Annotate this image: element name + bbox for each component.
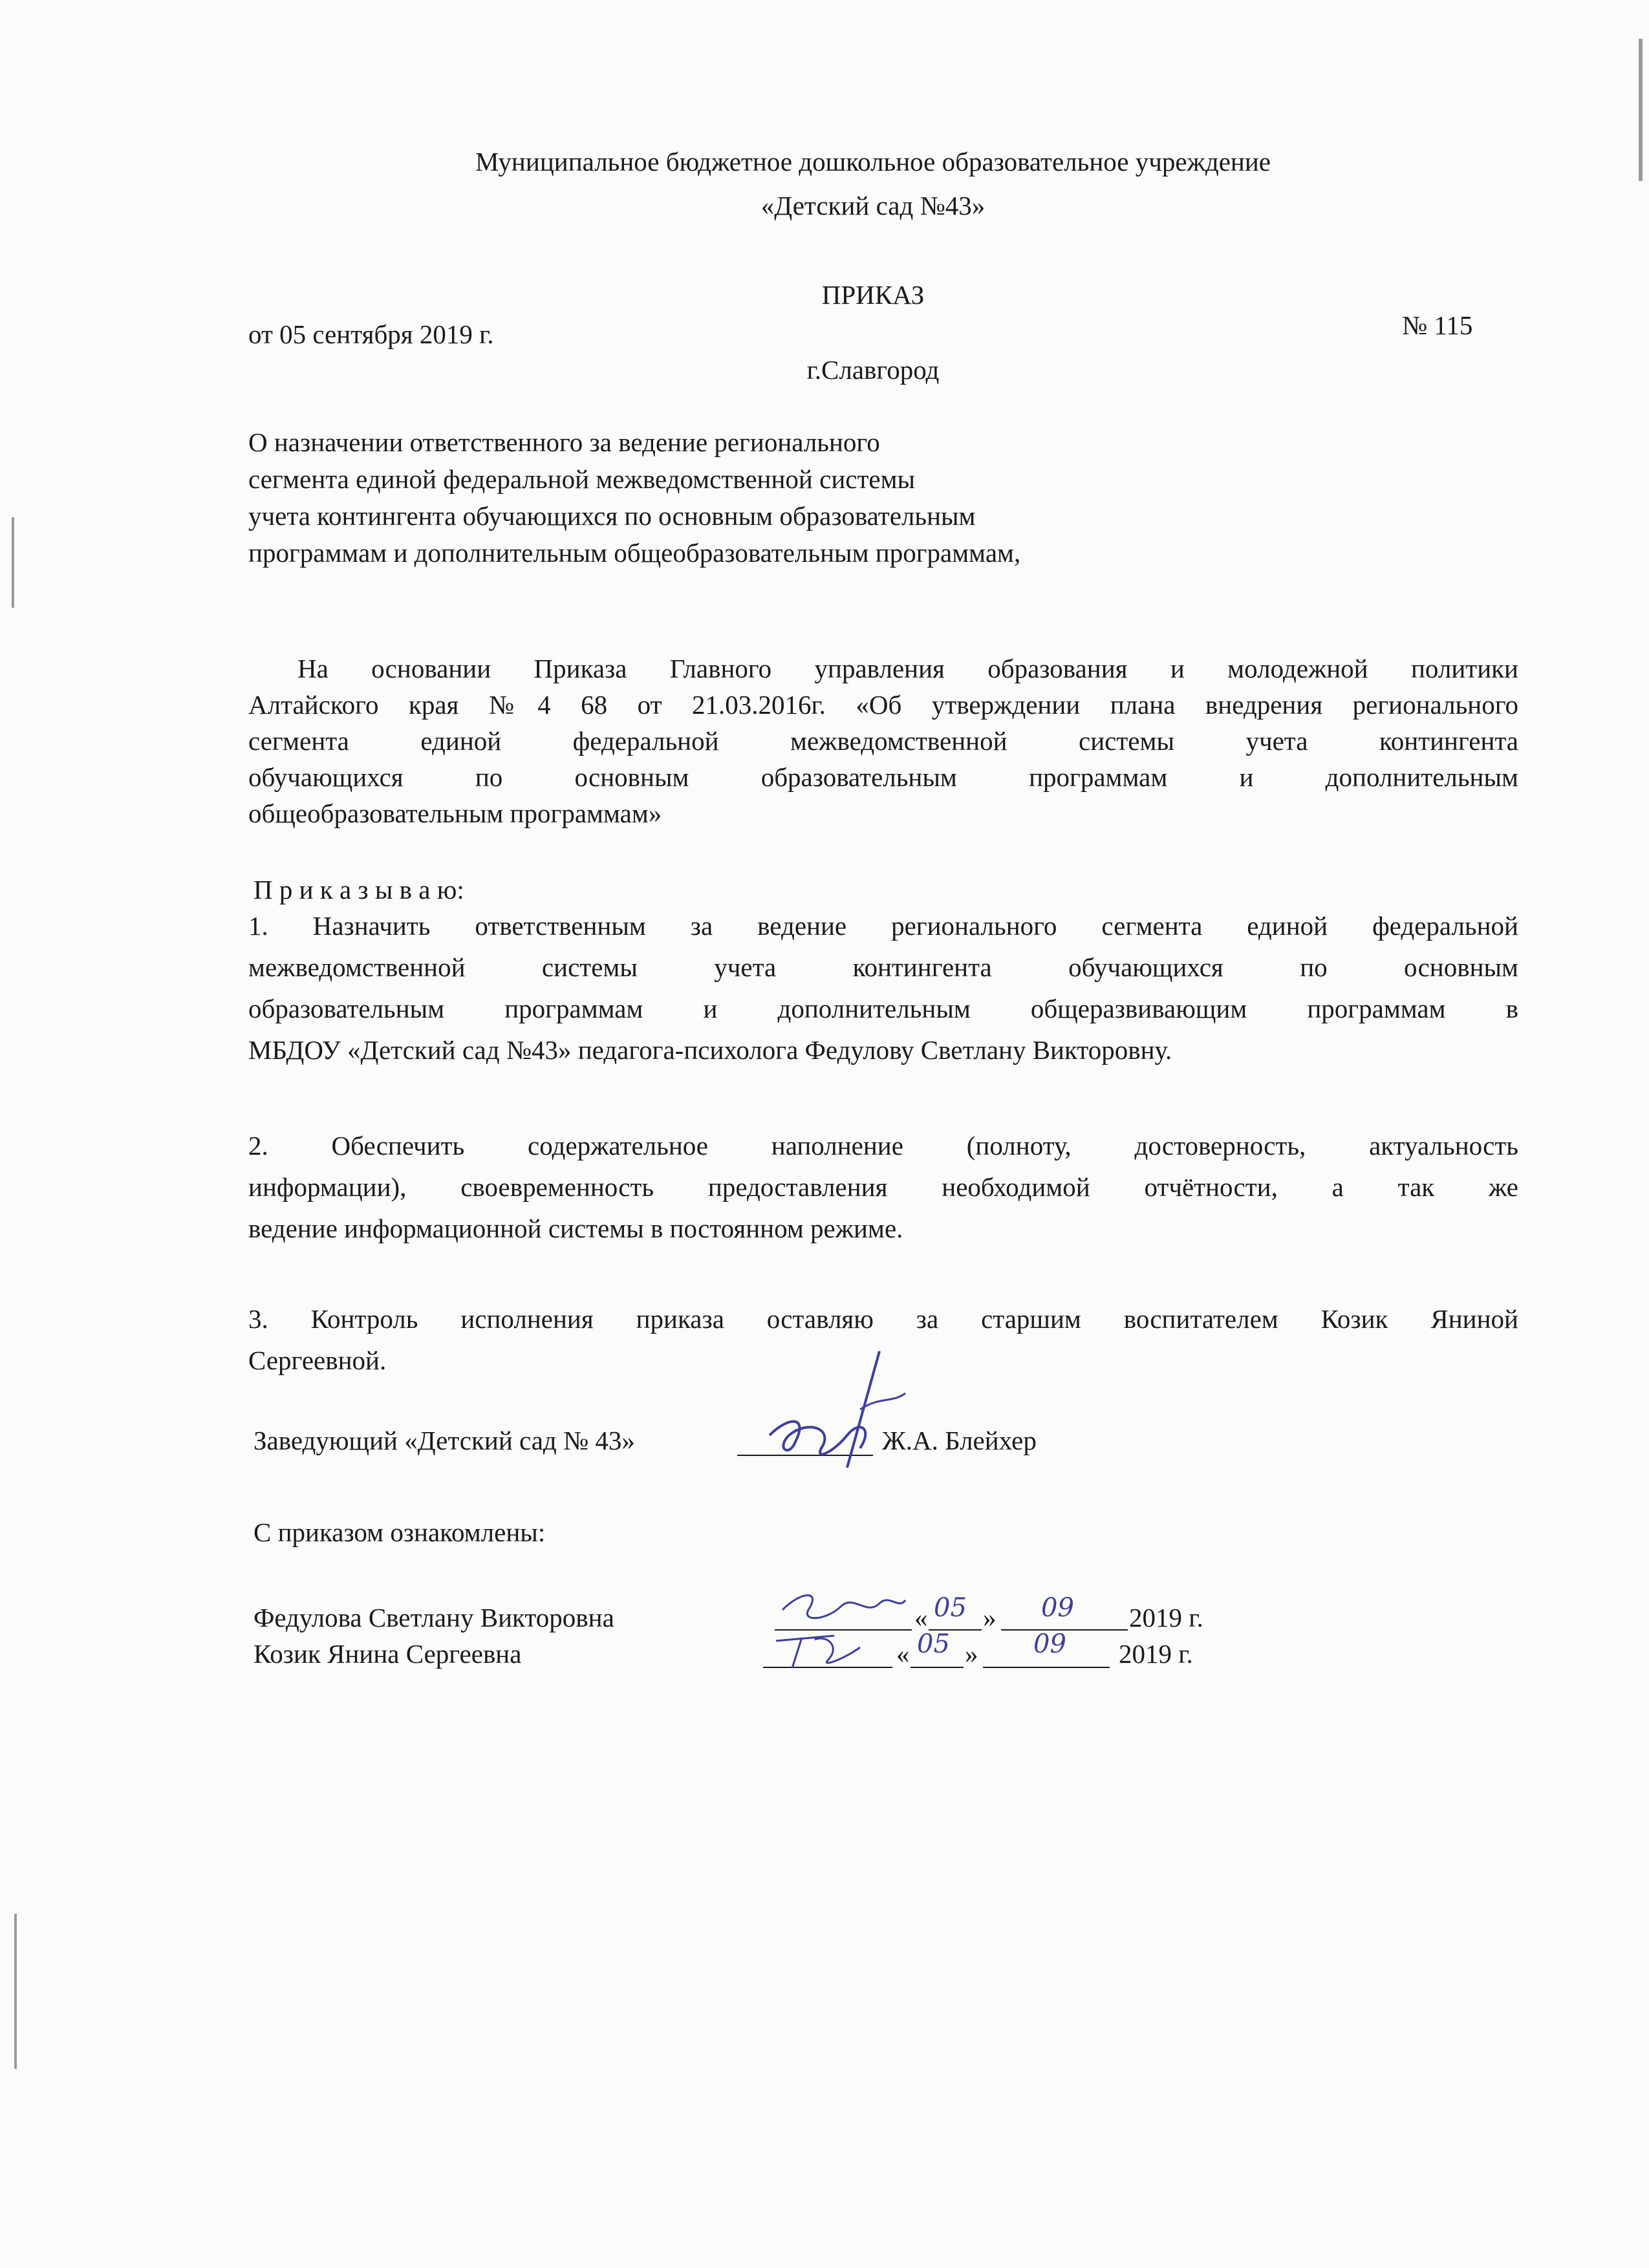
acquainted-heading: С приказом ознакомлены:	[253, 1517, 546, 1547]
scan-edge-mark	[1639, 39, 1643, 181]
order-word: П р и к а з ы в а ю:	[253, 875, 464, 904]
acquainted-name: Федулова Светлану Викторовна	[253, 1603, 614, 1632]
acquainted-day: 05	[934, 1593, 967, 1623]
signature-icon	[763, 1621, 892, 1673]
acquainted-name: Козик Янина Сергеевна	[253, 1639, 522, 1669]
org-name-line1: Муниципальное бюджетное дошкольное образовательное учреждение	[475, 147, 1271, 177]
order-item-3: 3. Контроль исполнения приказа оставляю за старшим воспитателем Козик Яниной Сергеевной.	[248, 1304, 1518, 1375]
acquainted-month: 09	[1033, 1629, 1066, 1659]
acquainted-year: 2019 г.	[1119, 1639, 1193, 1669]
signature-name: Ж.А. Блейхер	[882, 1426, 1037, 1455]
document-page: Муниципальное бюджетное дошкольное образовательное учреждение «Детский сад №43» ПРИКАЗ от 05 сентября 2019 г. № 115 г.Славгород О назначении ответственного за ведение регионального сегмента единой федеральной межведомственной системы учета контингента обучающихся по основным образовательным программам и дополнительным общеобразовательным программам, На основании Приказа Главного управления образования и молодежной политики Алтайского края №4 68 от 21.03.2016г. «Об утверждении плана внедрения регионального сегмента единой федеральной межведомственной системы учета контингента обучающихся по основным образовательным программам и дополнительным общеобразовательным программам» П р и к а з ы в а ю: 1. Назначить ответственным за ведение регионального сегмента единой федеральной межведомственной системы учета контингента обучающихся по основным образовательным программам и дополнительным общеразвивающим программам в МБДОУ «Детский сад №43» педагога-психолога Федулову Светлану Викторовну. 2. Обеспечить содержательное наполнение (полноту, достоверность, актуальность информации), своевременность предоставления необходимой отчётности, а так же ведение информационной системы в постоянном режиме. 3. Контроль исполнения приказа оставляю за старшим воспитателем Козик Яниной Сергеевной. Заведующий «Детский сад № 43» Ж.А. Блейхер С приказом ознакомлены: Федулова Светлану Викторовна « 05 » 09 2019 г. Козик Янина Сергеевна « 05 » 09 2019 г.	[0, 0, 1649, 2268]
signature-position: Заведующий «Детский сад № 43»	[253, 1426, 635, 1455]
order-title: ПРИКАЗ	[821, 280, 925, 310]
scan-edge-mark	[12, 517, 14, 608]
basis-paragraph: На основании Приказа Главного управления образования и молодежной политики Алтайского края №4 68 от 21.03.2016г. «Об утверждении плана внедрения регионального сегмента единой федеральной межведомственной системы учета контингента обучающихся по основным образовательным программам и дополнительным общеобразовательным программам»	[248, 654, 1518, 828]
order-item-1: 1. Назначить ответственным за ведение регионального сегмента единой федеральной межведомственной системы учета контингента обучающихся по основным образовательным программам и дополнительным общеразвивающим программам в МБДОУ «Детский сад №43» педагога-психолога Федулову Светлану Викторовну.	[248, 911, 1518, 1065]
scan-edge-mark	[14, 1914, 17, 2069]
acquainted-month: 09	[1041, 1593, 1074, 1623]
order-number: № 115	[1402, 310, 1473, 340]
org-name-line2: «Детский сад №43»	[760, 191, 986, 220]
order-city: г.Славгород	[806, 355, 940, 385]
acquainted-year: 2019 г.	[1129, 1603, 1203, 1632]
order-date: от 05 сентября 2019 г.	[248, 319, 494, 349]
acquainted-day: 05	[917, 1629, 950, 1659]
order-item-2: 2. Обеспечить содержательное наполнение (полноту, достоверность, актуальность информации), своевременность предоставления необходимой отчётности, а так же ведение информационной системы в постоянном режиме.	[248, 1131, 1518, 1243]
